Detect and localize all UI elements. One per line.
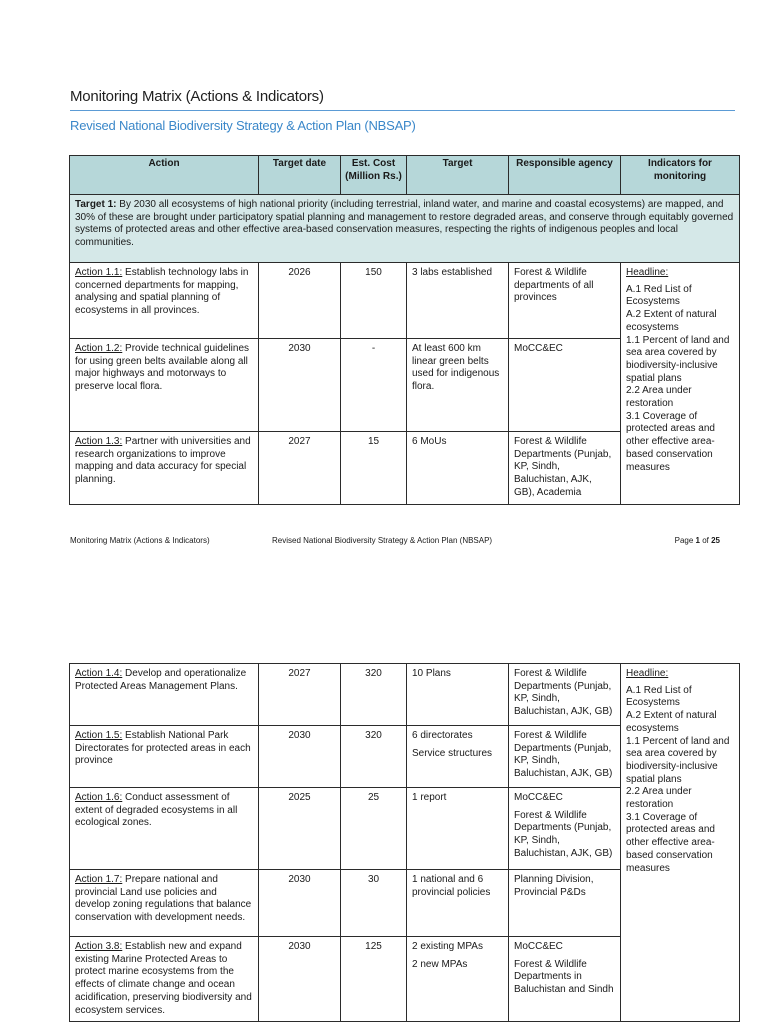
agency-value: Forest & Wildlife Departments in Baluchistan and Sindh <box>514 958 614 996</box>
footer-document-title: Monitoring Matrix (Actions & Indicators) <box>70 536 210 545</box>
est-cost-cell: 125 <box>341 937 407 1022</box>
est-cost-cell: 30 <box>341 870 407 937</box>
est-cost-cell: 25 <box>341 788 407 870</box>
target-value: 6 MoUs <box>412 436 447 447</box>
agency-value: Forest & Wildlife Departments (Punjab, KP, Sindh, Baluchistan, AJK, GB) <box>514 809 613 859</box>
action-id: Action 1.3: <box>75 436 123 447</box>
agency-value: Forest & Wildlife Departments (Punjab, KP, Sindh, Baluchistan, AJK, GB) <box>514 668 613 718</box>
target-cell <box>407 664 509 726</box>
target-date-cell: 2025 <box>259 788 341 870</box>
action-cell <box>70 788 259 870</box>
indicators-list: A.1 Red List of Ecosystems A.2 Extent of natural ecosystems 1.1 Percent of land and sea area covered by biodiversity-inclusive spatial plans 2.2 Area under restoration 3.1 Coverage of protected areas and other effective area-based conservation measures <box>626 684 730 874</box>
target-date-cell: 2030 <box>259 937 341 1022</box>
page-footer <box>70 536 720 550</box>
action-cell <box>70 726 259 788</box>
target-cell <box>407 937 509 1022</box>
indicators-headline: Headline: <box>626 668 669 679</box>
table-row <box>70 664 740 726</box>
agency-value: MoCC&EC <box>514 941 563 952</box>
action-description: Prepare national and provincial Land use policies and develop zoning regulations that balance conservation with development needs. <box>75 874 252 924</box>
page-of: of <box>699 536 712 545</box>
action-description: Conduct assessment of extent of degraded ecosystems in all ecological zones. <box>75 792 238 829</box>
header-target-date: Target date <box>259 156 341 195</box>
target-text: By 2030 all ecosystems of high national priority (including terrestrial, inland water, and marine and coastal ecosystems) are mapped, and 30% of these are brought under participatory spatial planning and management to restore degraded areas, and conserve through equitably governed systems of protected areas and other effective area-based conservation measures, respecting the rights of indigenous peoples and local communities. <box>75 199 734 249</box>
title-divider <box>70 110 735 111</box>
indicators-list: A.1 Red List of Ecosystems A.2 Extent of natural ecosystems 1.1 Percent of land and sea area covered by biodiversity-inclusive spatial plans 2.2 Area under restoration 3.1 Coverage of protected areas and other effective area-based conservation measures <box>626 283 730 473</box>
target-description-cell <box>70 195 740 263</box>
action-cell <box>70 870 259 937</box>
responsible-agency-cell <box>509 432 621 505</box>
header-action: Action <box>70 156 259 195</box>
action-cell <box>70 263 259 339</box>
header-target: Target <box>407 156 509 195</box>
target-value: 2 new MPAs <box>412 958 468 970</box>
document-title: Monitoring Matrix (Actions & Indicators) <box>70 88 324 105</box>
action-cell <box>70 339 259 432</box>
monitoring-matrix-table <box>69 155 740 505</box>
est-cost-cell: 320 <box>341 726 407 788</box>
action-id: Action 1.1: <box>75 267 123 278</box>
indicators-cell <box>621 664 740 1022</box>
action-id: Action 1.5: <box>75 730 123 741</box>
action-id: Action 3.8: <box>75 941 123 952</box>
target-date-cell: 2026 <box>259 263 341 339</box>
action-description: Partner with universities and research organizations to improve mapping and data accuracy for special planning. <box>75 436 251 486</box>
action-cell <box>70 664 259 726</box>
responsible-agency-cell <box>509 937 621 1022</box>
indicators-cell <box>621 263 740 505</box>
indicators-headline: Headline: <box>626 267 669 278</box>
action-id: Action 1.7: <box>75 874 123 885</box>
est-cost-cell: 15 <box>341 432 407 505</box>
header-indicators: Indicators for monitoring <box>621 156 740 195</box>
action-description: Establish National Park Directorates for protected areas in each province <box>75 730 251 767</box>
header-est-cost: Est. Cost (Million Rs.) <box>341 156 407 195</box>
action-description: Establish new and expand existing Marine Protected Areas to protect marine ecosystems from the effects of climate change and ocean acidification, preserving biodiversity and ecosystem services. <box>75 941 252 1016</box>
action-description: Establish technology labs in concerned departments for mapping, analysing and spatial planning of ecosystems in all provinces. <box>75 267 249 317</box>
target-row <box>70 195 740 263</box>
target-date-cell: 2030 <box>259 870 341 937</box>
action-description: Develop and operationalize Protected Areas Management Plans. <box>75 668 247 692</box>
target-cell <box>407 432 509 505</box>
agency-value: Forest & Wildlife departments of all provinces <box>514 267 594 304</box>
est-cost-cell: 320 <box>341 664 407 726</box>
responsible-agency-cell <box>509 263 621 339</box>
table-header-row <box>70 156 740 195</box>
target-label: Target 1: <box>75 199 117 210</box>
target-value: Service structures <box>412 747 493 759</box>
page-prefix: Page <box>674 536 696 545</box>
page-current: 1 <box>695 536 700 545</box>
target-date-cell: 2027 <box>259 664 341 726</box>
action-cell <box>70 432 259 505</box>
agency-value: Forest & Wildlife Departments (Punjab, KP, Sindh, Baluchistan, AJK, GB), Academia <box>514 436 612 498</box>
est-cost-cell: - <box>341 339 407 432</box>
target-value: 3 labs established <box>412 267 493 278</box>
document-subtitle: Revised National Biodiversity Strategy & Action Plan (NBSAP) <box>70 118 416 133</box>
responsible-agency-cell <box>509 664 621 726</box>
target-value: 10 Plans <box>412 668 451 679</box>
target-date-cell: 2027 <box>259 432 341 505</box>
footer-page-number <box>675 536 720 545</box>
footer-plan-title: Revised National Biodiversity Strategy & Action Plan (NBSAP) <box>272 536 493 545</box>
target-value: 1 national and 6 provincial policies <box>412 874 491 898</box>
page-total: 25 <box>711 536 720 545</box>
action-id: Action 1.6: <box>75 792 123 803</box>
action-id: Action 1.2: <box>75 343 123 354</box>
target-date-cell: 2030 <box>259 339 341 432</box>
target-cell <box>407 339 509 432</box>
table-row <box>70 263 740 339</box>
target-value: 6 directorates <box>412 730 473 741</box>
est-cost-cell: 150 <box>341 263 407 339</box>
monitoring-matrix-table-continued <box>69 663 740 1022</box>
target-date-cell: 2030 <box>259 726 341 788</box>
target-cell <box>407 788 509 870</box>
target-cell <box>407 726 509 788</box>
responsible-agency-cell <box>509 788 621 870</box>
target-cell <box>407 870 509 937</box>
agency-value: Planning Division, Provincial P&Ds <box>514 874 594 898</box>
target-value: 1 report <box>412 792 447 803</box>
header-responsible-agency: Responsible agency <box>509 156 621 195</box>
agency-value: Forest & Wildlife Departments (Punjab, KP, Sindh, Baluchistan, AJK, GB) <box>514 730 613 780</box>
responsible-agency-cell <box>509 339 621 432</box>
target-value: 2 existing MPAs <box>412 941 483 952</box>
action-description: Provide technical guidelines for using green belts available along all major highways and motorways to preserve local flora. <box>75 343 250 393</box>
responsible-agency-cell <box>509 726 621 788</box>
target-cell <box>407 263 509 339</box>
action-id: Action 1.4: <box>75 668 123 679</box>
agency-value: MoCC&EC <box>514 343 563 354</box>
agency-value: MoCC&EC <box>514 792 563 803</box>
responsible-agency-cell <box>509 870 621 937</box>
action-cell <box>70 937 259 1022</box>
target-value: At least 600 km linear green belts used for indigenous flora. <box>412 343 500 393</box>
